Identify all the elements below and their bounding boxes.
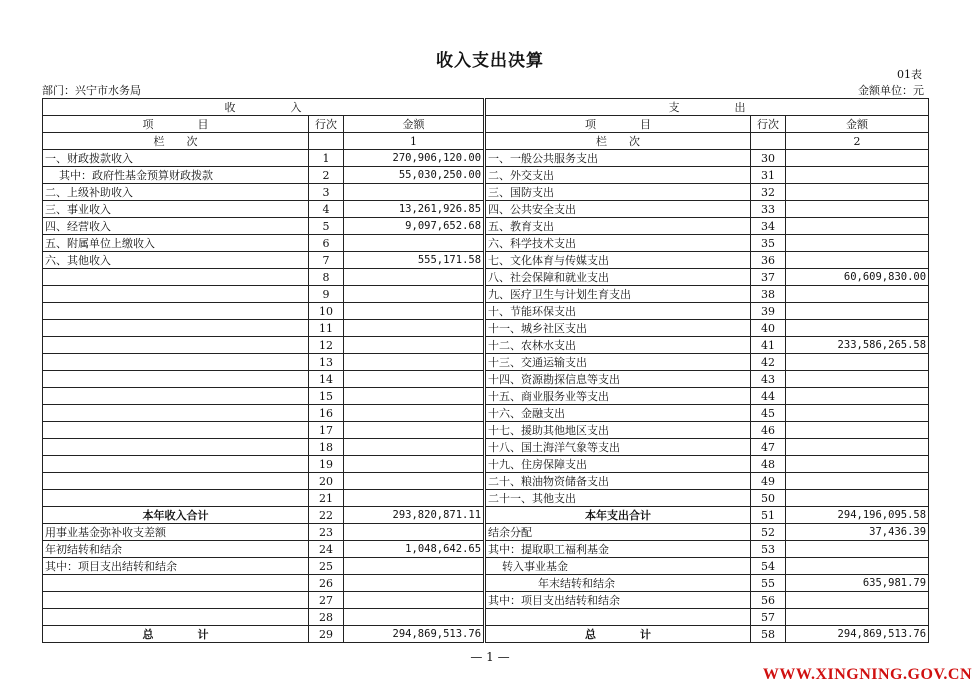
table-row	[43, 235, 929, 252]
income-row-number: 18	[309, 439, 344, 456]
expense-row-number: 54	[751, 558, 786, 575]
income-item	[43, 575, 309, 592]
expense-row-number: 34	[751, 218, 786, 235]
expense-amount: 294,869,513.76	[786, 626, 929, 643]
expense-amount	[786, 405, 929, 422]
income-amount	[344, 388, 485, 405]
income-item	[43, 422, 309, 439]
income-item	[43, 405, 309, 422]
income-group-header: 收 入	[43, 99, 485, 116]
expense-column-number: 2	[786, 133, 929, 150]
income-amount	[344, 337, 485, 354]
income-amount	[344, 524, 485, 541]
expense-row-number: 55	[751, 575, 786, 592]
expense-row-number: 51	[751, 507, 786, 524]
income-item: 一、财政拨款收入	[43, 150, 309, 167]
income-amount	[344, 371, 485, 388]
expense-row-number: 45	[751, 405, 786, 422]
expense-row-number: 49	[751, 473, 786, 490]
income-item	[43, 286, 309, 303]
income-item	[43, 388, 309, 405]
income-amount	[344, 473, 485, 490]
income-item	[43, 354, 309, 371]
expense-amount	[786, 184, 929, 201]
income-item: 其中：政府性基金预算财政拨款	[43, 167, 309, 184]
expense-item: 十八、国土海洋气象等支出	[485, 439, 751, 456]
table-row	[43, 439, 929, 456]
table-row	[43, 303, 929, 320]
page-number: — 1 —	[470, 650, 510, 664]
income-item	[43, 371, 309, 388]
table-row	[43, 269, 929, 286]
expense-amount	[786, 354, 929, 371]
expense-amount	[786, 541, 929, 558]
table-row	[43, 286, 929, 303]
income-amount	[344, 609, 485, 626]
table-row	[43, 167, 929, 184]
income-amount	[344, 575, 485, 592]
income-item	[43, 269, 309, 286]
income-item-header: 项 目	[43, 116, 309, 133]
income-row-number: 21	[309, 490, 344, 507]
expense-amount	[786, 388, 929, 405]
income-row-number: 3	[309, 184, 344, 201]
expense-amount	[786, 490, 929, 507]
expense-item: 九、医疗卫生与计划生育支出	[485, 286, 751, 303]
income-item: 年初结转和结余	[43, 541, 309, 558]
expense-row-number: 44	[751, 388, 786, 405]
income-row-number: 13	[309, 354, 344, 371]
income-row-number: 27	[309, 592, 344, 609]
expense-item: 八、社会保障和就业支出	[485, 269, 751, 286]
expense-amount: 60,609,830.00	[786, 269, 929, 286]
site-watermark: WWW.XINGNING.GOV.CN	[762, 666, 972, 683]
income-row-number: 20	[309, 473, 344, 490]
expense-amount: 294,196,095.58	[786, 507, 929, 524]
income-row-number: 16	[309, 405, 344, 422]
expense-row-number: 39	[751, 303, 786, 320]
income-amount	[344, 592, 485, 609]
expense-row-number: 42	[751, 354, 786, 371]
table-row	[43, 320, 929, 337]
expense-amount	[786, 422, 929, 439]
income-row-number: 12	[309, 337, 344, 354]
expense-amount: 37,436.39	[786, 524, 929, 541]
expense-row-number: 58	[751, 626, 786, 643]
income-amount	[344, 303, 485, 320]
table-row	[43, 371, 929, 388]
expense-group-header: 支 出	[485, 99, 929, 116]
table-row	[43, 507, 929, 524]
expense-amount	[786, 592, 929, 609]
income-item: 三、事业收入	[43, 201, 309, 218]
income-row-number: 29	[309, 626, 344, 643]
table-row	[43, 558, 929, 575]
income-amount-header: 金额	[344, 116, 485, 133]
group-header-row	[43, 99, 929, 116]
income-row-number: 1	[309, 150, 344, 167]
income-column-number: 1	[344, 133, 485, 150]
expense-row-number: 47	[751, 439, 786, 456]
expense-item: 本年支出合计	[485, 507, 751, 524]
table-row	[43, 354, 929, 371]
expense-amount: 233,586,265.58	[786, 337, 929, 354]
expense-item: 二十、粮油物资储备支出	[485, 473, 751, 490]
income-amount	[344, 354, 485, 371]
expense-row-number: 33	[751, 201, 786, 218]
income-amount	[344, 320, 485, 337]
expense-amount	[786, 558, 929, 575]
expense-row-number: 32	[751, 184, 786, 201]
income-item	[43, 320, 309, 337]
expense-item: 总 计	[485, 626, 751, 643]
expense-row-number: 40	[751, 320, 786, 337]
income-item: 本年收入合计	[43, 507, 309, 524]
table-row	[43, 422, 929, 439]
income-row-number: 6	[309, 235, 344, 252]
expense-amount	[786, 371, 929, 388]
income-amount: 294,869,513.76	[344, 626, 485, 643]
department-label: 部门：兴宁市水务局	[42, 84, 141, 97]
table-row	[43, 150, 929, 167]
table-row	[43, 337, 929, 354]
table-row	[43, 541, 929, 558]
expense-row-number: 41	[751, 337, 786, 354]
table-row	[43, 626, 929, 643]
expense-item: 三、国防支出	[485, 184, 751, 201]
expense-row-number: 46	[751, 422, 786, 439]
table-row	[43, 218, 929, 235]
income-item	[43, 337, 309, 354]
income-item: 总 计	[43, 626, 309, 643]
expense-item: 十三、交通运输支出	[485, 354, 751, 371]
income-amount: 555,171.58	[344, 252, 485, 269]
expense-item: 其中：项目支出结转和结余	[485, 592, 751, 609]
income-amount	[344, 405, 485, 422]
expense-amount: 635,981.79	[786, 575, 929, 592]
income-amount	[344, 184, 485, 201]
expense-item: 十五、商业服务业等支出	[485, 388, 751, 405]
income-item	[43, 303, 309, 320]
table-row	[43, 575, 929, 592]
income-row-number: 24	[309, 541, 344, 558]
income-item: 用事业基金弥补收支差额	[43, 524, 309, 541]
income-row-number: 5	[309, 218, 344, 235]
table-row	[43, 609, 929, 626]
expense-item: 七、文化体育与传媒支出	[485, 252, 751, 269]
income-item	[43, 473, 309, 490]
expense-item: 十九、住房保障支出	[485, 456, 751, 473]
table-row	[43, 456, 929, 473]
expense-amount	[786, 286, 929, 303]
income-expense-table	[42, 98, 929, 643]
expense-row-number: 38	[751, 286, 786, 303]
expense-item: 结余分配	[485, 524, 751, 541]
income-row-number: 26	[309, 575, 344, 592]
income-amount	[344, 235, 485, 252]
expense-row-number: 43	[751, 371, 786, 388]
table-row	[43, 184, 929, 201]
table-row	[43, 592, 929, 609]
expense-item: 二、外交支出	[485, 167, 751, 184]
income-row-number: 4	[309, 201, 344, 218]
expense-row-number: 50	[751, 490, 786, 507]
expense-row-number: 53	[751, 541, 786, 558]
expense-row-number: 36	[751, 252, 786, 269]
income-item	[43, 456, 309, 473]
income-row-number: 14	[309, 371, 344, 388]
income-item: 其中：项目支出结转和结余	[43, 558, 309, 575]
expense-row-number: 31	[751, 167, 786, 184]
expense-item: 十六、金融支出	[485, 405, 751, 422]
page-title: 收入支出决算	[436, 51, 544, 71]
expense-item: 十七、援助其他地区支出	[485, 422, 751, 439]
income-item: 四、经营收入	[43, 218, 309, 235]
income-amount	[344, 269, 485, 286]
expense-amount	[786, 167, 929, 184]
table-row	[43, 201, 929, 218]
income-amount: 9,097,652.68	[344, 218, 485, 235]
income-amount: 13,261,926.85	[344, 201, 485, 218]
expense-amount	[786, 252, 929, 269]
income-amount	[344, 456, 485, 473]
income-item: 六、其他收入	[43, 252, 309, 269]
expense-amount	[786, 303, 929, 320]
expense-row-number: 37	[751, 269, 786, 286]
expense-amount-header: 金额	[786, 116, 929, 133]
expense-amount	[786, 320, 929, 337]
expense-row-number: 52	[751, 524, 786, 541]
expense-item: 年末结转和结余	[485, 575, 751, 592]
table-row	[43, 388, 929, 405]
expense-item: 二十一、其他支出	[485, 490, 751, 507]
income-item	[43, 439, 309, 456]
expense-item-header: 项 目	[485, 116, 751, 133]
income-row-number: 9	[309, 286, 344, 303]
income-amount: 293,820,871.11	[344, 507, 485, 524]
expense-amount	[786, 609, 929, 626]
expense-row-number: 57	[751, 609, 786, 626]
expense-row-number: 30	[751, 150, 786, 167]
expense-amount	[786, 235, 929, 252]
expense-item	[485, 609, 751, 626]
expense-amount	[786, 201, 929, 218]
expense-amount	[786, 456, 929, 473]
income-row-number: 23	[309, 524, 344, 541]
income-amount	[344, 490, 485, 507]
expense-item: 十二、农林水支出	[485, 337, 751, 354]
income-row-number: 19	[309, 456, 344, 473]
income-row-number: 22	[309, 507, 344, 524]
expense-item: 转入事业基金	[485, 558, 751, 575]
income-row-number: 25	[309, 558, 344, 575]
expense-item: 十、节能环保支出	[485, 303, 751, 320]
income-row-number: 15	[309, 388, 344, 405]
expense-item: 六、科学技术支出	[485, 235, 751, 252]
income-amount: 1,048,642.65	[344, 541, 485, 558]
column-number-row	[43, 133, 929, 150]
income-amount	[344, 558, 485, 575]
income-amount	[344, 422, 485, 439]
expense-item: 四、公共安全支出	[485, 201, 751, 218]
expense-column-label: 栏 次	[485, 133, 751, 150]
income-row-number: 7	[309, 252, 344, 269]
income-amount: 55,030,250.00	[344, 167, 485, 184]
income-column-label: 栏 次	[43, 133, 309, 150]
expense-amount	[786, 150, 929, 167]
income-item: 二、上级补助收入	[43, 184, 309, 201]
expense-item: 其中：提取职工福利基金	[485, 541, 751, 558]
income-amount	[344, 286, 485, 303]
table-body	[43, 150, 929, 643]
table-row	[43, 405, 929, 422]
table-row	[43, 524, 929, 541]
income-row-number: 2	[309, 167, 344, 184]
expense-item: 一、一般公共服务支出	[485, 150, 751, 167]
income-item	[43, 592, 309, 609]
income-item	[43, 490, 309, 507]
income-amount: 270,906,120.00	[344, 150, 485, 167]
table-row	[43, 252, 929, 269]
expense-item: 十四、资源勘探信息等支出	[485, 371, 751, 388]
income-row-no-header: 行次	[309, 116, 344, 133]
expense-row-no-header: 行次	[751, 116, 786, 133]
expense-row-number: 56	[751, 592, 786, 609]
table-row	[43, 473, 929, 490]
table-row	[43, 490, 929, 507]
expense-row-number: 35	[751, 235, 786, 252]
amount-unit-label: 金额单位：元	[858, 84, 924, 97]
expense-amount	[786, 473, 929, 490]
income-item	[43, 609, 309, 626]
expense-row-number: 48	[751, 456, 786, 473]
form-number: 01表	[897, 68, 922, 81]
expense-row-no-blank	[751, 133, 786, 150]
expense-item: 五、教育支出	[485, 218, 751, 235]
income-item: 五、附属单位上缴收入	[43, 235, 309, 252]
expense-item: 十一、城乡社区支出	[485, 320, 751, 337]
column-header-row	[43, 116, 929, 133]
income-row-number: 28	[309, 609, 344, 626]
income-row-number: 8	[309, 269, 344, 286]
income-row-number: 17	[309, 422, 344, 439]
income-row-number: 11	[309, 320, 344, 337]
expense-amount	[786, 439, 929, 456]
income-amount	[344, 439, 485, 456]
income-row-no-blank	[309, 133, 344, 150]
expense-amount	[786, 218, 929, 235]
income-row-number: 10	[309, 303, 344, 320]
